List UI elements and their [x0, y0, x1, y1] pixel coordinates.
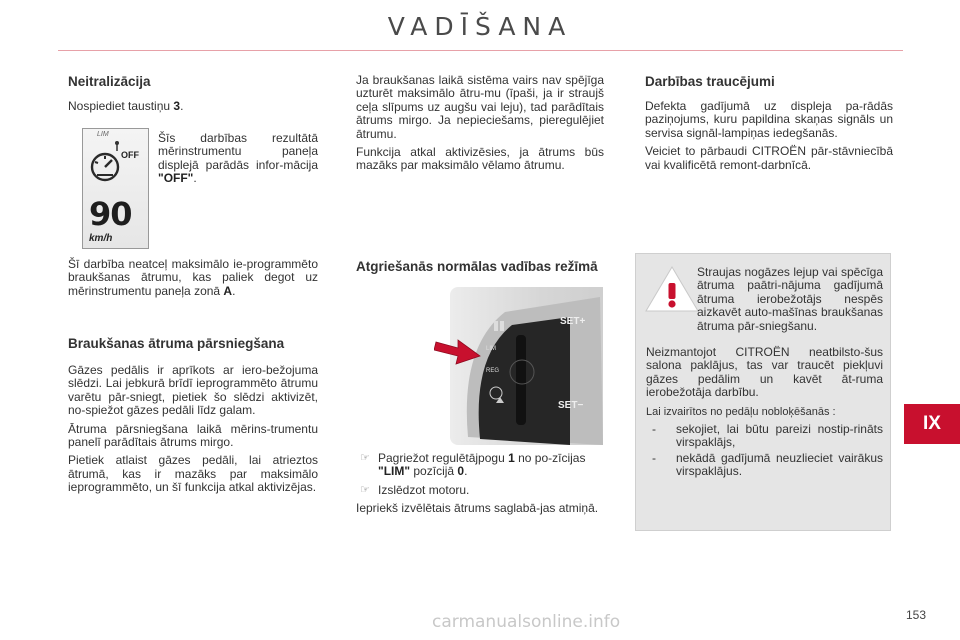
warning-list	[646, 423, 883, 479]
title-divider	[58, 50, 903, 51]
list-item: - nekādā gadījumā neuzlieciet vairākus virspaklājus.	[652, 450, 883, 479]
dashboard-display-image	[82, 128, 149, 249]
paragraph: Gāzes pedālis ir aprīkots ar iero-bežojuma slēdzi. Lai jebkurā brīdī ieprogrammēto ātrumu varētu pār-sniegt, pietiek šo slēdzi aktivizēt, no-spiežot gāzes pedāli līdz galam.	[68, 363, 318, 418]
paragraph: Iepriekš izvēlētais ātrums saglabā-jas atmiņā.	[356, 501, 599, 516]
pointer-icon: ☞	[360, 483, 370, 496]
speed-unit: km/h	[89, 233, 113, 244]
speed-value: 90	[89, 195, 132, 233]
section-title: Darbības traucējumi	[645, 74, 775, 89]
steps-list	[356, 452, 604, 497]
section-speed-exceeding	[68, 336, 318, 495]
paragraph: Ātruma pārsniegšana laikā mērins-trumentu panelī parādītais ātrums mirgo.	[68, 421, 318, 450]
paragraph: Pietiek atlaist gāzes pedāli, lai atrieztos ātrumā, kas ir mazāks par maksimālo ieprogrammēto, un šī funkcija atkal aktivizējas.	[68, 453, 318, 495]
off-label: OFF	[121, 150, 139, 160]
paragraph: Funkcija atkal aktivizēsies, ja ātrums būs mazāks par maksimālo vēlamo ātrumu.	[356, 145, 604, 173]
paragraph: Neizmantojot CITROËN neatbilsto-šus salona paklājus, tas var traucēt piekļuvi gāzes pedālim un kavēt āt-ruma ierobežotāja darbību.	[646, 345, 883, 400]
page-title: VADĪŠANA	[387, 12, 573, 41]
list-item: ☞ Izslēdzot motoru.	[360, 482, 470, 497]
section-return-normal	[356, 259, 604, 274]
warning-text	[646, 266, 883, 479]
watermark: carmanualsonline.info	[432, 612, 621, 632]
list-item: ☞ Pagriežot regulētājpogu 1 no po-zīcijas "LIM" pozīcijā 0.	[360, 451, 586, 479]
set-plus-label: SET+	[560, 316, 586, 327]
section-speed-warning-text	[356, 74, 604, 173]
pointer-icon: ☞	[360, 452, 370, 464]
paragraph: Nospiediet taustiņu 3.	[68, 99, 184, 113]
paragraph: Šī darbība neatceļ maksimālo ie-programmēto braukšanas ātrumu, kas paliek degot uz mērinstrumentu paneļa zonā A.	[68, 257, 318, 298]
display-explanation	[158, 132, 318, 186]
return-steps	[356, 452, 604, 516]
paragraph: Lai izvairītos no pedāļu nobloķēšanās :	[646, 405, 836, 418]
section-title: Braukšanas ātruma pārsniegšana	[68, 336, 285, 351]
page-number: 153	[906, 608, 927, 622]
section-title: Atgriešanās normālas vadības režīmā	[356, 259, 598, 274]
set-minus-label: SET−	[558, 400, 584, 411]
lim-label: LIM	[486, 346, 497, 352]
section-neutralization	[68, 74, 318, 113]
paragraph: Ja braukšanas laikā sistēma vairs nav spējīga uzturēt maksimālo ātru-mu (īpaši, ja ir straujš ceļa slīpums uz augšu vai leju), tad parādītais ātrums mirgo. Ja nepieciešams, pieregulējiet ātrumu.	[356, 73, 604, 141]
warning-box	[635, 253, 891, 531]
paragraph: Straujas nogāzes lejup vai spēcīga ātruma paātri-nājuma gadījumā ātruma ierobežotājs nespēs aizkavēt auto-mašīnas braukšanas ātruma pār-sniegšanu.	[697, 265, 883, 333]
section-title: Neitralizācija	[68, 74, 151, 89]
section-neutralization-cont	[68, 258, 318, 298]
section-malfunctions	[645, 74, 893, 172]
red-arrow-icon	[434, 334, 482, 368]
lim-label: LIM	[97, 131, 109, 138]
paragraph: Veiciet to pārbaudi CITROËN pār-stāvniecībā vai kvalificētā remont-darbnīcā.	[645, 144, 893, 172]
reg-label: REG	[486, 368, 500, 374]
chapter-tab: IX	[904, 404, 960, 444]
list-item: - sekojiet, lai būtu pareizi nostip-rināts virspaklājs,	[652, 422, 883, 450]
paragraph: Šīs darbības rezultātā mērinstrumentu paneļa displejā parādās infor-mācija "OFF".	[158, 131, 318, 186]
paragraph: Defekta gadījumā uz displeja pa-rādās paziņojums, kuru papildina skaņas signāls un servisa signāl-lampiņas iedegšanās.	[645, 99, 893, 140]
